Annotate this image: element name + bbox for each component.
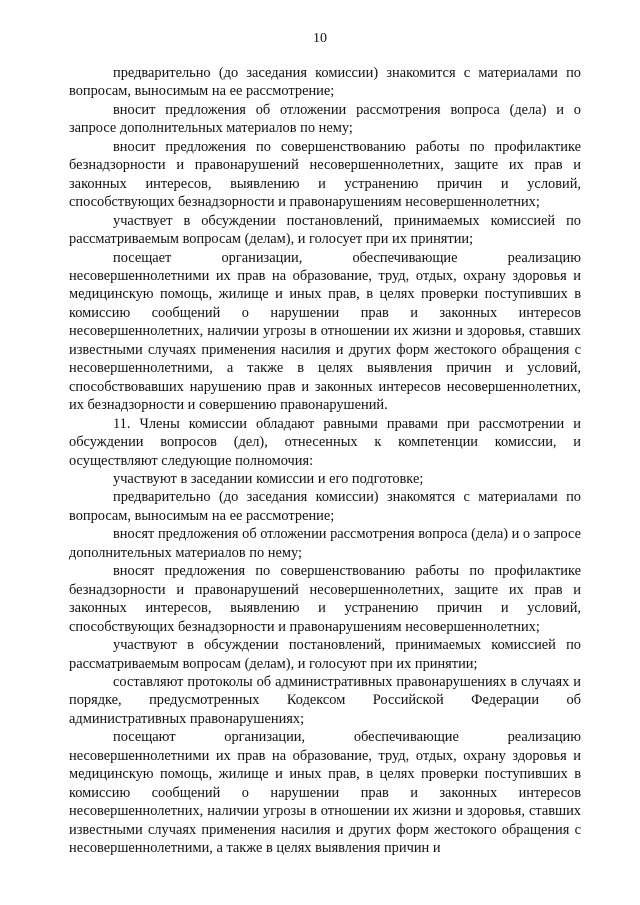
paragraph: вносят предложения об отложении рассмотрения вопроса (дела) и о запросе дополнительных материалов по нему;: [69, 526, 581, 561]
paragraph: посещает организации, обеспечивающие реализацию несовершеннолетними их прав на образование, труд, отдых, охрану здоровья и медицинскую помощь, жилище и иных прав, в целях проверки поступивших в комиссию сообщений о нарушении прав и законных интересов несовершеннолетних, наличии угрозы в отношении их жизни и здоровья, ставших известными случаях применения насилия и других форм жестокого обращения с несовершеннолетними, а также в целях выявления причин и условий, способствовавших нарушению прав и законных интересов несовершеннолетних, их безнадзорности и совершению правонарушений.: [69, 249, 581, 414]
paragraph: посещают организации, обеспечивающие реализацию несовершеннолетними их прав на образование, труд, отдых, охрану здоровья и медицинскую помощь, жилище и иных прав, в целях проверки поступивших в комиссию сообщений о нарушении прав и законных интересов несовершеннолетних, наличии угрозы в отношении их жизни и здоровья, ставших известными случаях применения насилия и других форм жестокого обращения с несовершеннолетними, а также в целях выявления причин и: [69, 729, 581, 857]
paragraph: вносят предложения по совершенствованию работы по профилактике безнадзорности и правонарушений несовершеннолетних, защите их прав и законных интересов, выявлению и устранению причин и условий, способствующих безнадзорности и правонарушениям несовершеннолетних;: [69, 563, 581, 635]
paragraph: участвуют в обсуждении постановлений, принимаемых комиссией по рассматриваемым вопросам (делам), и голосуют при их принятии;: [69, 637, 581, 672]
paragraph: вносит предложения по совершенствованию работы по профилактике безнадзорности и правонарушений несовершеннолетних, защите их прав и законных интересов, выявлению и устранению причин и условий, способствующих безнадзорности и правонарушениям несовершеннолетних;: [69, 138, 581, 211]
paragraph: предварительно (до заседания комиссии) знакомится с материалами по вопросам, выносимым на ее рассмотрение;: [69, 65, 581, 100]
paragraph: предварительно (до заседания комиссии) знакомятся с материалами по вопросам, выносимым на ее рассмотрение;: [69, 489, 581, 524]
paragraph: составляют протоколы об административных правонарушениях в случаях и порядке, предусмотренных Кодексом Российской Федерации об административных правонарушениях;: [69, 673, 581, 727]
page-number: 10: [313, 31, 327, 46]
paragraph: вносит предложения об отложении рассмотрения вопроса (дела) и о запросе дополнительных материалов по нему;: [69, 101, 581, 137]
document-body: [69, 64, 581, 857]
paragraph: участвует в обсуждении постановлений, принимаемых комиссией по рассматриваемым вопросам (делам), и голосует при их принятии;: [69, 212, 581, 248]
paragraph: участвуют в заседании комиссии и его подготовке;: [113, 470, 424, 487]
clause-11-paragraph: 11. Члены комиссии обладают равными правами при рассмотрении и обсуждении вопросов (дел), отнесенных к компетенции комиссии, и осуществляют следующие полномочия:: [69, 415, 581, 469]
